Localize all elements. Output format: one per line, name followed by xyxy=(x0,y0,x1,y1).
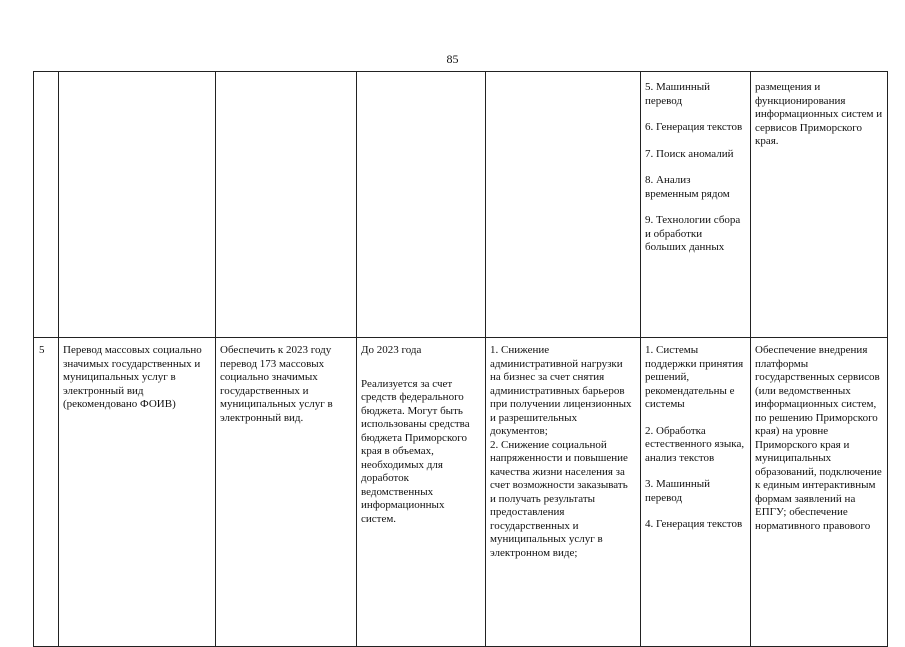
tech-item: 1. Системы поддержки принятия решений, рекомендательны е системы xyxy=(645,344,744,410)
cell-title xyxy=(59,338,216,647)
table-row-continued xyxy=(34,72,888,338)
tech-item: 2. Обработка естественного языка, анализ текстов xyxy=(645,424,745,464)
page-number: 85 xyxy=(446,52,459,66)
effect-item: 2. Снижение социальной напряженности и повышение качества жизни населения за счет возможности заказывать и получать результаты предоставления государственных и муниципальных услуг в электронном виде; xyxy=(490,438,628,559)
tech-item: 8. Анализ временным рядом xyxy=(645,174,730,200)
tech-item: 9. Технологии сбора и обработки больших данных xyxy=(645,214,741,253)
cell-goal xyxy=(216,338,357,647)
tech-item: 6. Генерация текстов xyxy=(645,121,743,133)
cell-deadline xyxy=(357,338,486,647)
tech-item: 4. Генерация текстов xyxy=(645,518,743,530)
note-text: Обеспечение внедрения платформы государственных сервисов (или ведомственных информационных систем, по решению Приморского края) на уровне Приморского края и муниципальных образований, подключение к единым интерактивным формам заявлений на ЕПГУ; обеспечение нормативного правового xyxy=(755,344,882,532)
cell-goal xyxy=(216,72,357,338)
cell-deadline xyxy=(357,72,486,338)
cell-effects xyxy=(486,338,641,647)
cell-tech xyxy=(641,338,751,647)
cell-num xyxy=(34,72,59,338)
measure-goal: Обеспечить к 2023 году перевод 173 массовых социально значимых государственных и муниципальных услуг в электронный вид. xyxy=(220,344,333,424)
tech-item: 5. Машинный перевод xyxy=(645,81,711,107)
cell-num xyxy=(34,338,59,647)
cell-effects xyxy=(486,72,641,338)
effect-item: 1. Снижение административной нагрузки на бизнес за счет снятия административных барьеров при получении лицензионных и разрешительных документов; xyxy=(490,344,632,437)
cell-note xyxy=(751,72,888,338)
measure-title: Перевод массовых социально значимых государственных и муниципальных услуг в электронный вид (рекомендовано ФОИВ) xyxy=(63,344,202,410)
table-row-5 xyxy=(34,338,888,647)
tech-item: 7. Поиск аномалий xyxy=(645,147,734,160)
measure-funding: Реализуется за счет средств федерального бюджета. Могут быть использованы средства бюджета Приморского края в объемах, необходимых для доработок ведомственных информационных систем. xyxy=(361,377,470,525)
cell-tech xyxy=(641,72,751,338)
tech-item: 3. Машинный перевод xyxy=(645,478,711,504)
cell-title xyxy=(59,72,216,338)
measure-deadline: До 2023 года xyxy=(361,344,422,356)
row-number: 5 xyxy=(39,344,45,356)
note-text: размещения и функционирования информационных систем и сервисов Приморского края. xyxy=(755,81,883,147)
cell-note xyxy=(751,338,888,647)
measures-table xyxy=(33,71,888,647)
